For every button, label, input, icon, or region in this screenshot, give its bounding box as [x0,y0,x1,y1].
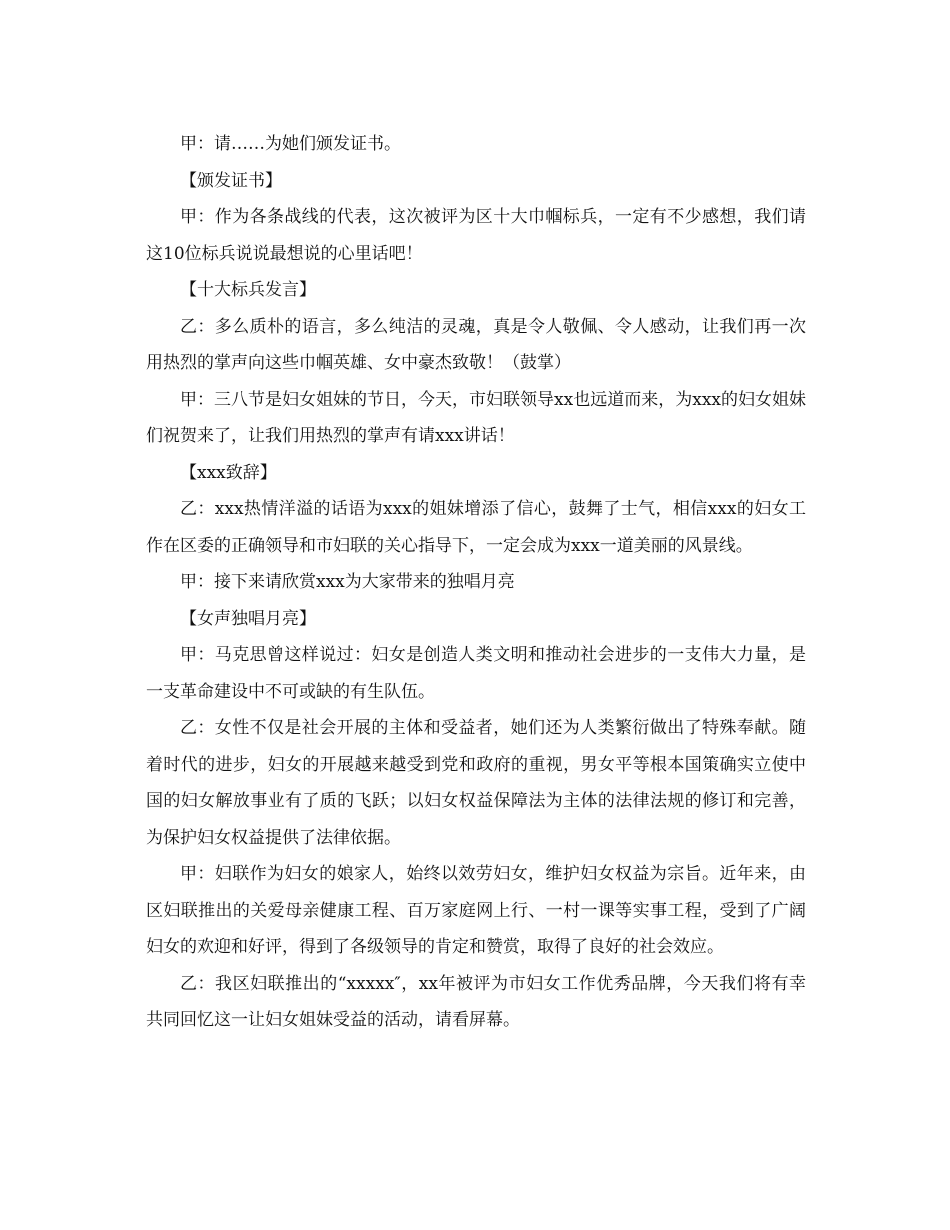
section-heading: 【女声独唱月亮】 [180,608,316,629]
section-heading: 【颁发证书】 [180,170,282,191]
section-heading: 【xxx致辞】 [180,462,277,483]
paragraph: 甲：接下来请欣赏xxx为大家带来的独唱月亮 [180,572,515,592]
paragraph: 甲：妇联作为妇女的娘家人，始终以效劳妇女，维护妇女权益为宗旨。近年来，由区妇联推出的关爱母亲健康工程、百万家庭网上行、一村一课等实事工程，受到了广阔妇女的欢迎和好评，得到了各级领导的肯定和赞赏，取得了良好的社会效应。 [146,864,806,957]
paragraph: 乙：我区妇联推出的“xxxxx″，xx年被评为市妇女工作优秀品牌，今天我们将有幸共同回忆这一让妇女姐妹受益的活动，请看屏幕。 [146,973,806,1030]
document-body [146,126,806,1039]
paragraph: 甲：马克思曾这样说过：妇女是创造人类文明和推动社会进步的一支伟大力量，是一支革命建设中不可或缺的有生队伍。 [146,645,806,702]
paragraph: 甲：请……为她们颁发证书。 [180,134,401,154]
paragraph: 甲：作为各条战线的代表，这次被评为区十大巾帼标兵，一定有不少感想，我们请这10位标兵说说最想说的心里话吧！ [146,207,806,264]
paragraph: 甲：三八节是妇女姐妹的节日，今天，市妇联领导xx也远道而来，为xxx的妇女姐妹们祝贺来了，让我们用热烈的掌声有请xxx讲话！ [146,389,806,446]
paragraph: 乙：多么质朴的语言，多么纯洁的灵魂，真是令人敬佩、令人感动，让我们再一次用热烈的掌声向这些巾帼英雄、女中豪杰致敬！（鼓掌） [146,316,806,373]
paragraph: 乙：女性不仅是社会开展的主体和受益者，她们还为人类繁衍做出了特殊奉献。随着时代的进步，妇女的开展越来越受到党和政府的重视，男女平等根本国策确实立使中国的妇女解放事业有了质的飞跃；以妇女权益保障法为主体的法律法规的修订和完善，为保护妇女权益提供了法律依据。 [146,718,806,848]
paragraph: 乙：xxx热情洋溢的话语为xxx的姐妹增添了信心，鼓舞了士气，相信xxx的妇女工作在区委的正确领导和市妇联的关心指导下，一定会成为xxx一道美丽的风景线。 [146,499,806,556]
section-heading: 【十大标兵发言】 [180,280,316,300]
